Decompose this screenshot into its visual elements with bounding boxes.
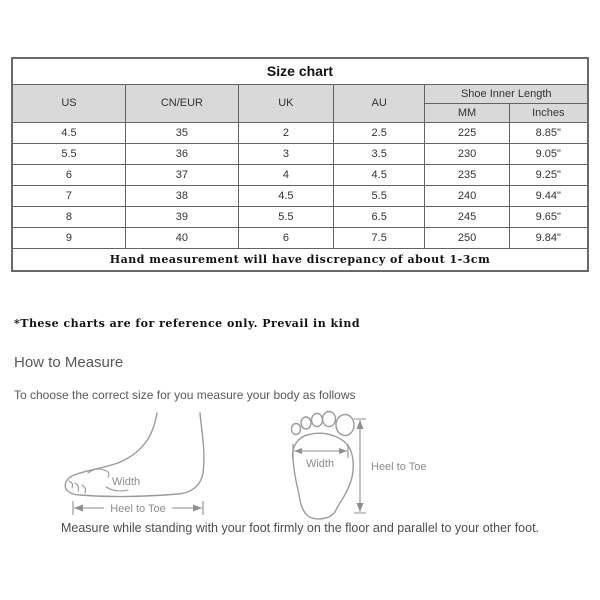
how-to-measure-instruction: To choose the correct size for you measure your body as follows <box>14 388 356 402</box>
table-cell: 4 <box>238 164 333 185</box>
col-subheader-inches: Inches <box>509 103 588 122</box>
table-row <box>12 227 588 248</box>
table-cell: 5.5 <box>333 185 425 206</box>
table-row <box>12 185 588 206</box>
table-cell: 225 <box>425 122 509 143</box>
table-cell: 4.5 <box>333 164 425 185</box>
col-header-us: US <box>12 84 125 122</box>
size-chart-table <box>11 57 589 272</box>
table-cell: 6 <box>12 164 125 185</box>
side-heel-to-toe-dimension <box>73 501 203 515</box>
sole-width-label: Width <box>305 458 335 470</box>
table-cell: 7 <box>12 185 125 206</box>
table-cell: 3 <box>238 143 333 164</box>
table-cell: 3.5 <box>333 143 425 164</box>
table-cell: 8 <box>12 206 125 227</box>
table-cell: 240 <box>425 185 509 206</box>
table-row <box>12 164 588 185</box>
col-subheader-mm: MM <box>425 103 509 122</box>
sole-heel-to-toe-dimension <box>354 419 426 513</box>
table-cell: 245 <box>425 206 509 227</box>
table-cell: 250 <box>425 227 509 248</box>
table-cell: 38 <box>125 185 238 206</box>
table-footnote: Hand measurement will have discrepancy of about 1-3cm <box>12 248 588 271</box>
measure-diagram <box>60 403 440 527</box>
table-cell: 5.5 <box>238 206 333 227</box>
table-cell: 9.44" <box>509 185 588 206</box>
col-header-inner-length: Shoe Inner Length <box>425 84 588 103</box>
table-cell: 5.5 <box>12 143 125 164</box>
table-cell: 9.05" <box>509 143 588 164</box>
table-cell: 6.5 <box>333 206 425 227</box>
sole-heel-to-toe-label: Heel to Toe <box>371 461 427 473</box>
col-header-cneur: CN/EUR <box>125 84 238 122</box>
table-cell: 9.25" <box>509 164 588 185</box>
table-cell: 9.84" <box>509 227 588 248</box>
table-cell: 6 <box>238 227 333 248</box>
table-cell: 8.85" <box>509 122 588 143</box>
side-heel-to-toe-label: Heel to Toe <box>110 503 166 515</box>
sole-width-dimension <box>293 444 348 470</box>
how-to-measure-heading: How to Measure <box>14 354 124 371</box>
foot-side-view-illustration <box>65 413 204 515</box>
table-cell: 7.5 <box>333 227 425 248</box>
table-cell: 230 <box>425 143 509 164</box>
measure-caption: Measure while standing with your foot firmly on the floor and parallel to your other foot. <box>60 521 540 535</box>
table-cell: 39 <box>125 206 238 227</box>
table-row <box>12 143 588 164</box>
table-row <box>12 122 588 143</box>
table-cell: 4.5 <box>238 185 333 206</box>
table-cell: 4.5 <box>12 122 125 143</box>
side-width-label: Width <box>111 476 141 488</box>
table-cell: 2 <box>238 122 333 143</box>
reference-note: *These charts are for reference only. Prevail in kind <box>14 317 361 330</box>
table-cell: 37 <box>125 164 238 185</box>
table-cell: 2.5 <box>333 122 425 143</box>
table-cell: 35 <box>125 122 238 143</box>
table-cell: 235 <box>425 164 509 185</box>
table-title: Size chart <box>12 58 588 84</box>
table-cell: 9.65" <box>509 206 588 227</box>
col-header-uk: UK <box>238 84 333 122</box>
table-row <box>12 206 588 227</box>
table-cell: 36 <box>125 143 238 164</box>
table-cell: 40 <box>125 227 238 248</box>
table-cell: 9 <box>12 227 125 248</box>
col-header-au: AU <box>333 84 425 122</box>
foot-sole-view-illustration <box>292 412 427 519</box>
